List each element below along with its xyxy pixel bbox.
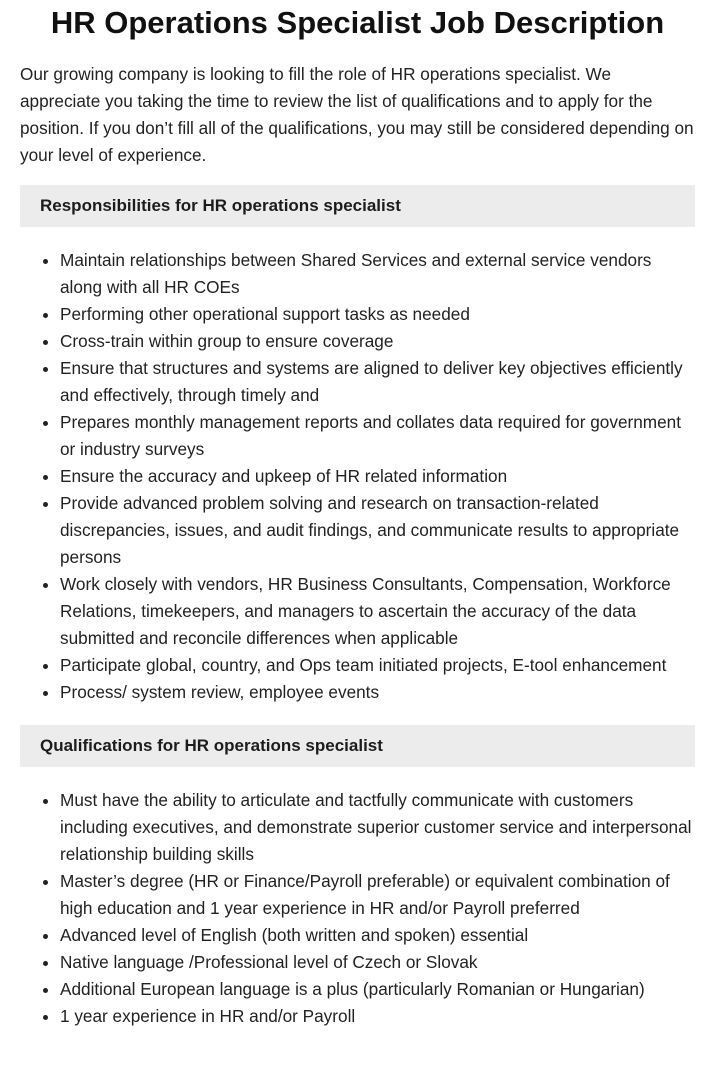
list-item: • Advanced level of English (both written and spoken) essential bbox=[60, 922, 695, 949]
qualifications-heading: Qualifications for HR operations specialist bbox=[20, 725, 695, 767]
list-item: • Ensure the accuracy and upkeep of HR related information bbox=[60, 463, 695, 490]
list-item: • Prepares monthly management reports and collates data required for government or industry surveys bbox=[60, 409, 695, 463]
list-item: • Master’s degree (HR or Finance/Payroll preferable) or equivalent combination of high education and 1 year experience in HR and/or Payroll preferred bbox=[60, 868, 695, 922]
list-item: • Participate global, country, and Ops team initiated projects, E-tool enhancement bbox=[60, 652, 695, 679]
list-item: • Ensure that structures and systems are aligned to deliver key objectives efficiently and effectively, through timely and bbox=[60, 355, 695, 409]
list-item: • Process/ system review, employee events bbox=[60, 679, 695, 706]
responsibilities-list bbox=[20, 247, 695, 706]
list-item: • Additional European language is a plus (particularly Romanian or Hungarian) bbox=[60, 976, 695, 1003]
page-title: HR Operations Specialist Job Description bbox=[50, 5, 665, 40]
job-description bbox=[20, 0, 695, 1030]
list-item: • Work closely with vendors, HR Business Consultants, Compensation, Workforce Relations, timekeepers, and managers to ascertain the accuracy of the data submitted and reconcile differences when applicable bbox=[60, 571, 695, 652]
list-item: • Native language /Professional level of Czech or Slovak bbox=[60, 949, 695, 976]
intro-paragraph: Our growing company is looking to fill the role of HR operations specialist. We appreciate you taking the time to review the list of qualifications and to apply for the position. If you don’t fill all of the qualifications, you may still be considered depending on your level of experience. bbox=[20, 64, 694, 165]
list-item: • Performing other operational support tasks as needed bbox=[60, 301, 695, 328]
list-item: • 1 year experience in HR and/or Payroll bbox=[60, 1003, 695, 1030]
list-item: • Provide advanced problem solving and research on transaction-related discrepancies, issues, and audit findings, and communicate results to appropriate persons bbox=[60, 490, 695, 571]
list-item: • Must have the ability to articulate and tactfully communicate with customers including executives, and demonstrate superior customer service and interpersonal relationship building skills bbox=[60, 787, 695, 868]
list-item: • Maintain relationships between Shared Services and external service vendors along with all HR COEs bbox=[60, 247, 695, 301]
responsibilities-heading: Responsibilities for HR operations specialist bbox=[20, 185, 695, 227]
qualifications-list bbox=[20, 787, 695, 1030]
list-item: • Cross-train within group to ensure coverage bbox=[60, 328, 695, 355]
